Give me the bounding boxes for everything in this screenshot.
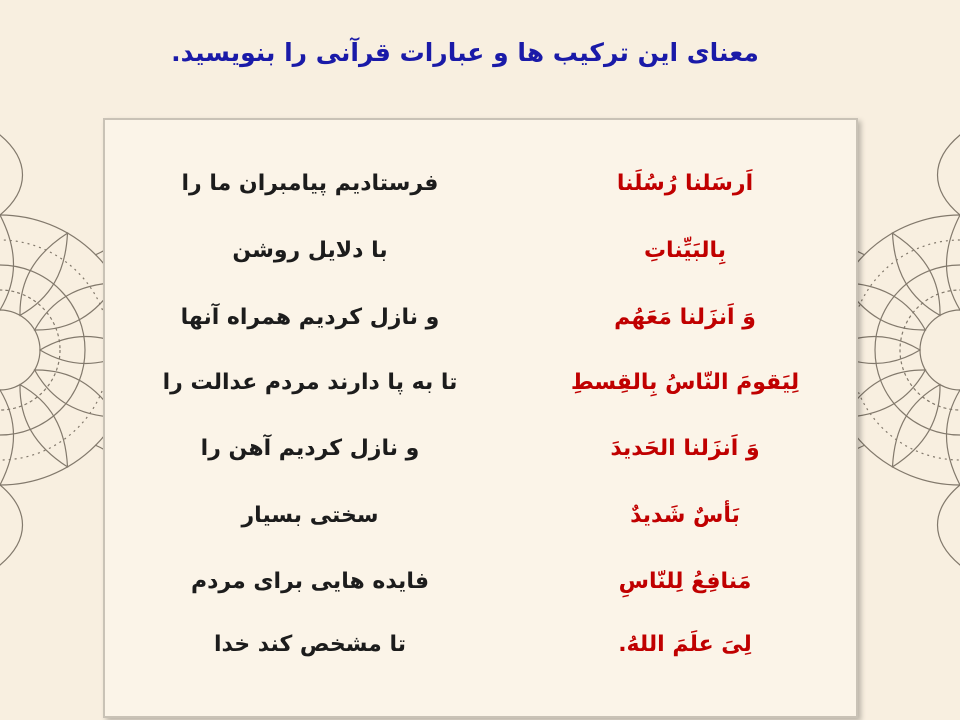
phrase-meaning: و نازل کردیم آهن را xyxy=(200,436,420,461)
quran-phrase: بَأسٌ شَدیدٌ xyxy=(630,503,740,528)
quran-phrase: وَ اَنزَلنا الحَدیدَ xyxy=(610,436,760,461)
content-card xyxy=(103,118,858,718)
table-row xyxy=(105,298,856,338)
phrase-meaning: سختی بسیار xyxy=(241,503,379,528)
table-row xyxy=(105,625,856,665)
quran-phrase: بِالبَیِّناتِ xyxy=(643,238,727,263)
phrase-meaning: تا مشخص کند خدا xyxy=(214,632,406,657)
quran-phrase: مَنافِعُ لِلنّاسِ xyxy=(618,569,752,594)
quran-phrase: وَ اَنزَلنا مَعَهُم xyxy=(614,305,756,330)
phrase-meaning: و نازل کردیم همراه آنها xyxy=(180,305,440,330)
phrase-meaning: تا به پا دارند مردم عدالت را xyxy=(162,370,458,395)
phrase-meaning: با دلایل روشن xyxy=(232,238,388,263)
table-row xyxy=(105,231,856,271)
table-row xyxy=(105,164,856,204)
table-row xyxy=(105,363,856,403)
quran-phrase: لِیَ علَمَ اللهُ. xyxy=(618,632,752,657)
quran-phrase: لِیَقومَ النّاسُ بِالقِسطِ xyxy=(570,370,800,395)
table-row xyxy=(105,496,856,536)
table-row xyxy=(105,562,856,602)
phrase-meaning: فایده هایی برای مردم xyxy=(190,569,429,594)
slide-title: معنای این ترکیب ها و عبارات قرآنی را بنویسید. xyxy=(171,38,759,67)
quran-phrase: اَرسَلنا رُسُلَنا xyxy=(616,171,754,196)
table-row xyxy=(105,429,856,469)
phrase-meaning: فرستادیم پیامبران ما را xyxy=(181,171,439,196)
